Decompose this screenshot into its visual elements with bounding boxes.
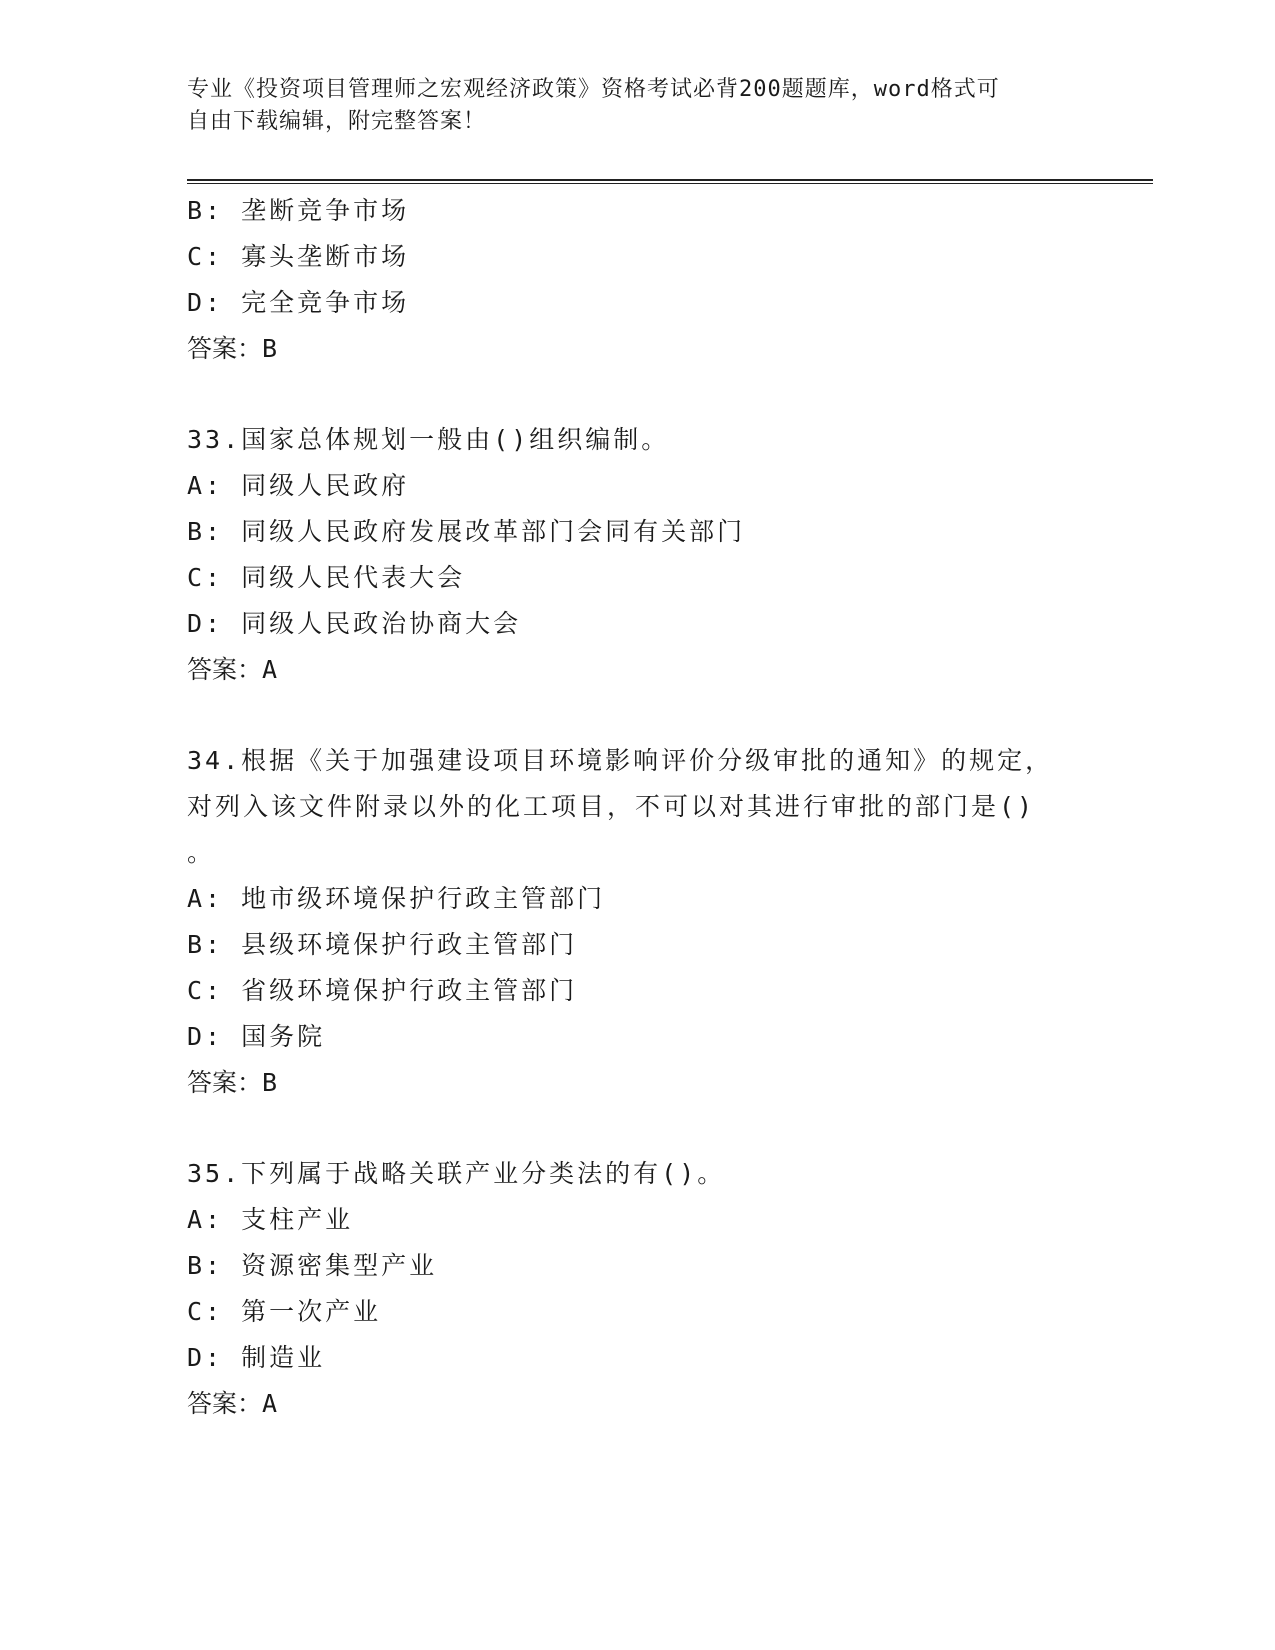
question-34 <box>187 738 1067 1106</box>
header-rule-thin <box>187 183 1153 184</box>
option-d: D: 制造业 <box>187 1343 326 1372</box>
answer-line <box>187 647 1067 693</box>
question-stem: 对列入该文件附录以外的化工项目，不可以对其进行审批的部门是() <box>187 792 1036 821</box>
option-d: D: 国务院 <box>187 1022 326 1051</box>
answer-value: A <box>262 1389 279 1418</box>
question-32-partial <box>187 188 1067 372</box>
question-stem: 34.根据《关于加强建设项目环境影响评价分级审批的通知》的规定， <box>187 746 1054 775</box>
option-b: B: 垄断竞争市场 <box>187 196 410 225</box>
header-rule-thick <box>187 179 1153 181</box>
answer-label: 答案： <box>187 1389 263 1418</box>
option-b: B: 同级人民政府发展改革部门会同有关部门 <box>187 517 746 546</box>
answer-line <box>187 326 1067 372</box>
option-c: C: 同级人民代表大会 <box>187 563 466 592</box>
question-stem: 35.下列属于战略关联产业分类法的有()。 <box>187 1159 726 1188</box>
option-d: D: 同级人民政治协商大会 <box>187 609 522 638</box>
option-a: A: 同级人民政府 <box>187 471 410 500</box>
question-list <box>187 188 1067 1427</box>
option-c: C: 第一次产业 <box>187 1297 382 1326</box>
option-d: D: 完全竞争市场 <box>187 288 410 317</box>
answer-label: 答案： <box>187 334 263 363</box>
option-b: B: 县级环境保护行政主管部门 <box>187 930 578 959</box>
option-c: C: 寡头垄断市场 <box>187 242 410 271</box>
header-line-1: 专业《投资项目管理师之宏观经济政策》资格考试必背200题题库，word格式可 <box>187 77 1000 102</box>
document-header <box>187 74 1067 138</box>
answer-line <box>187 1060 1067 1106</box>
answer-line <box>187 1381 1067 1427</box>
option-b: B: 资源密集型产业 <box>187 1251 438 1280</box>
answer-value: A <box>262 655 279 684</box>
header-line-2: 自由下载编辑，附完整答案！ <box>187 109 487 134</box>
question-stem: 33.国家总体规划一般由()组织编制。 <box>187 425 670 454</box>
question-35 <box>187 1151 1067 1427</box>
answer-label: 答案： <box>187 655 263 684</box>
answer-value: B <box>262 334 279 363</box>
option-a: A: 地市级环境保护行政主管部门 <box>187 884 606 913</box>
question-stem: 。 <box>187 838 216 867</box>
answer-label: 答案： <box>187 1068 263 1097</box>
option-c: C: 省级环境保护行政主管部门 <box>187 976 578 1005</box>
question-33 <box>187 417 1067 693</box>
option-a: A: 支柱产业 <box>187 1205 354 1234</box>
answer-value: B <box>262 1068 279 1097</box>
